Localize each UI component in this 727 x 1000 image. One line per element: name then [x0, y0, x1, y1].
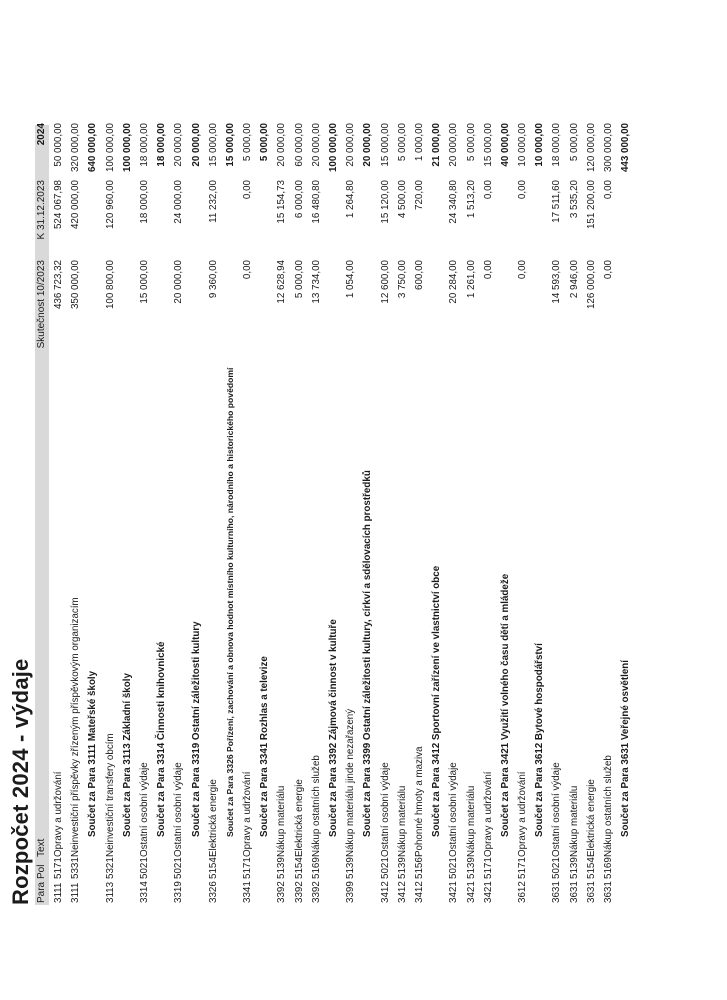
cell-k31: 15 154,73: [276, 180, 288, 224]
cell-pol: 5139: [465, 857, 477, 879]
cell-para: 3392: [293, 881, 305, 903]
row-text: Součet za Para 3399 Ostatní záležitosti kultury, církví a sdělovacích prostředků: [362, 470, 374, 837]
cell-pol: 5171: [242, 857, 254, 879]
subtotal-row: [428, 125, 445, 905]
cell-text: Opravy a udržování: [482, 771, 494, 857]
cell-pol: 5171: [53, 857, 64, 879]
cell-para: 3412: [396, 881, 408, 903]
cell-skutecnost: 0,00: [242, 260, 254, 280]
cell-para: 3111: [53, 882, 64, 903]
cell-2024: 21 000,00: [431, 123, 443, 167]
cell-2024: 20 000,00: [310, 123, 322, 167]
subtotal-row: [531, 125, 548, 905]
budget-sheet: [0, 95, 727, 1000]
cell-para: 3421: [465, 881, 477, 903]
cell-pol: 5139: [276, 857, 288, 879]
cell-skutecnost: 15 000,00: [138, 260, 150, 304]
table-row: [308, 125, 325, 905]
cell-2024: 18 000,00: [156, 123, 168, 167]
cell-para: 3631: [568, 881, 580, 903]
cell-pol: 5171: [517, 857, 529, 879]
header-2024: 2024: [36, 123, 47, 146]
cell-k31: 0,00: [482, 180, 494, 200]
cell-2024: 100 000,00: [328, 123, 339, 173]
table-row: [136, 125, 153, 905]
cell-pol: 5139: [396, 857, 408, 879]
cell-k31: 15 120,00: [379, 180, 391, 224]
cell-skutecnost: 350 000,00: [70, 260, 82, 310]
row-text: Součet za Para 3631 Veřejné osvětlení: [620, 660, 632, 837]
cell-2024: 5 000,00: [259, 123, 271, 162]
cell-k31: 420 000,00: [70, 180, 82, 230]
cell-2024: 5 000,00: [568, 123, 580, 162]
table-body: [50, 125, 634, 905]
cell-k31: 24 000,00: [173, 180, 185, 224]
cell-pol: 5154: [293, 857, 305, 879]
table-row: [50, 125, 67, 905]
cell-2024: 300 000,00: [603, 123, 614, 173]
table-row: [394, 125, 411, 905]
cell-k31: 6 000,00: [293, 180, 305, 219]
cell-k31: 24 340,80: [448, 180, 460, 224]
cell-skutecnost: 0,00: [603, 260, 614, 280]
cell-2024: 15 000,00: [482, 123, 494, 167]
cell-2024: 100 000,00: [121, 123, 133, 173]
subtotal-row: [325, 125, 342, 905]
cell-2024: 640 000,00: [87, 123, 99, 173]
cell-2024: 10 000,00: [534, 123, 546, 167]
cell-skutecnost: 12 628,94: [276, 260, 288, 304]
cell-skutecnost: 100 800,00: [104, 260, 116, 310]
cell-pol: 5021: [551, 857, 563, 879]
cell-2024: 20 000,00: [276, 123, 288, 167]
cell-2024: 5 000,00: [396, 123, 408, 162]
cell-2024: 15 000,00: [224, 123, 236, 167]
subtotal-row: [84, 125, 101, 905]
table-row: [291, 125, 308, 905]
cell-2024: 1 000,00: [413, 123, 425, 162]
cell-pol: 5139: [568, 857, 580, 879]
cell-k31: 18 000,00: [138, 180, 150, 224]
cell-2024: 20 000,00: [345, 123, 357, 167]
row-text: Součet za Para 3326 Pořízení, zachování a obnova hodnot místního kulturního, národního a historického povědomí: [224, 367, 235, 837]
cell-2024: 20 000,00: [173, 123, 185, 167]
row-text: Součet za Para 3319 Ostatní záležitosti kultury: [190, 621, 202, 837]
cell-2024: 100 000,00: [104, 123, 116, 173]
cell-2024: 5 000,00: [465, 123, 477, 162]
cell-para: 3111: [70, 882, 82, 903]
cell-2024: 18 000,00: [551, 123, 563, 167]
cell-2024: 15 000,00: [379, 123, 391, 167]
cell-k31: 524 067,98: [53, 180, 64, 230]
row-text: Součet za Para 3111 Mateřské školy: [87, 670, 99, 837]
cell-2024: 18 000,00: [138, 123, 150, 167]
cell-2024: 40 000,00: [499, 123, 511, 167]
cell-text: Opravy a udržování: [242, 771, 254, 857]
cell-skutecnost: 1 054,00: [345, 260, 357, 299]
cell-k31: 1 513,20: [465, 180, 477, 219]
cell-text: Nákup materiálu: [396, 785, 408, 857]
row-text: Součet za Para 3392 Zájmová činnost v kultuře: [328, 619, 339, 837]
cell-skutecnost: 0,00: [517, 260, 529, 280]
cell-2024: 10 000,00: [517, 123, 529, 167]
cell-text: Ostatní osobní výdaje: [138, 762, 150, 857]
cell-k31: 3 535,20: [568, 180, 580, 219]
cell-pol: 5169: [603, 857, 614, 879]
cell-text: Neinvestiční transfery obcím: [104, 733, 116, 857]
cell-k31: 0,00: [242, 180, 254, 200]
cell-k31: 16 480,80: [310, 180, 322, 224]
cell-text: Opravy a udržování: [53, 771, 64, 857]
cell-text: Opravy a udržování: [517, 771, 529, 857]
cell-k31: 1 264,80: [345, 180, 357, 219]
cell-pol: 5021: [173, 857, 185, 879]
cell-2024: 20 000,00: [190, 123, 202, 167]
cell-text: Ostatní osobní výdaje: [448, 762, 460, 857]
table-row: [514, 125, 531, 905]
cell-skutecnost: 20 000,00: [173, 260, 185, 304]
cell-2024: 20 000,00: [362, 123, 374, 167]
table-row: [583, 125, 600, 905]
cell-text: Nákup materiálu: [568, 785, 580, 857]
table-row: [273, 125, 290, 905]
cell-skutecnost: 2 946,00: [568, 260, 580, 299]
cell-pol: 5154: [585, 857, 597, 879]
cell-k31: 151 200,00: [585, 180, 597, 230]
cell-text: Neinvestiční příspěvky zřízeným příspěvkovým organizacím: [70, 597, 82, 857]
cell-text: Nákup ostatních služeb: [603, 755, 614, 857]
cell-2024: 50 000,00: [53, 123, 64, 167]
cell-text: Elektrická energie: [207, 779, 219, 857]
cell-para: 3319: [173, 881, 185, 903]
cell-skutecnost: 436 723,32: [53, 260, 64, 310]
cell-k31: 11 232,00: [207, 180, 219, 223]
table-row: [600, 125, 617, 905]
cell-2024: 320 000,00: [70, 123, 82, 173]
cell-para: 3421: [448, 881, 460, 903]
row-text: Součet za Para 3341 Rozhlas a televize: [259, 656, 271, 837]
cell-para: 3421: [482, 881, 494, 903]
cell-skutecnost: 9 360,00: [207, 260, 219, 299]
cell-text: Nákup ostatních služeb: [310, 755, 322, 857]
cell-text: Nákup materiálu: [276, 785, 288, 857]
cell-k31: 0,00: [517, 180, 529, 200]
cell-skutecnost: 5 000,00: [293, 260, 305, 299]
subtotal-row: [497, 125, 514, 905]
cell-para: 3113: [104, 881, 116, 903]
table-row: [239, 125, 256, 905]
subtotal-row: [119, 125, 136, 905]
cell-pol: 5021: [448, 857, 460, 879]
cell-k31: 4 500,00: [396, 180, 408, 219]
cell-para: 3631: [603, 881, 614, 903]
table-row: [377, 125, 394, 905]
row-text: Součet za Para 3412 Sportovní zařízení ve vlastnictví obce: [431, 565, 443, 837]
cell-pol: 5021: [138, 857, 150, 879]
subtotal-row: [617, 125, 634, 905]
cell-skutecnost: 12 600,00: [379, 260, 391, 304]
cell-para: 3399: [345, 881, 357, 903]
cell-pol: 5139: [345, 857, 357, 879]
cell-2024: 5 000,00: [242, 123, 254, 162]
cell-para: 3314: [138, 881, 150, 903]
cell-text: Elektrická energie: [585, 779, 597, 857]
header-pol: Pol: [36, 864, 47, 879]
cell-text: Pohonné hmoty a maziva: [413, 746, 425, 857]
cell-k31: 17 511,60: [551, 180, 563, 223]
cell-text: Nákup materiálu jinde nezařazený: [345, 708, 357, 857]
subtotal-row: [256, 125, 273, 905]
header-para: Para: [36, 881, 47, 903]
table-row: [170, 125, 187, 905]
document-title: Rozpočet 2024 - výdaje: [8, 658, 33, 905]
table-row: [566, 125, 583, 905]
cell-pol: 5154: [207, 857, 219, 879]
cell-para: 3392: [310, 881, 322, 903]
cell-skutecnost: 14 593,00: [551, 260, 563, 304]
table-row: [463, 125, 480, 905]
row-text: Součet za Para 3113 Základní školy: [121, 673, 133, 837]
cell-text: Ostatní osobní výdaje: [173, 762, 185, 857]
cell-pol: 5156: [413, 857, 425, 879]
cell-2024: 120 000,00: [585, 123, 597, 173]
cell-skutecnost: 13 734,00: [310, 260, 322, 304]
cell-para: 3326: [207, 881, 219, 903]
cell-2024: 15 000,00: [207, 123, 219, 167]
table-row: [67, 125, 84, 905]
cell-k31: 0,00: [603, 180, 614, 200]
cell-para: 3631: [585, 881, 597, 903]
cell-skutecnost: 0,00: [482, 260, 494, 280]
cell-pol: 5021: [379, 857, 391, 879]
header-text: Text: [36, 838, 47, 857]
cell-para: 3412: [413, 881, 425, 903]
table-row: [205, 125, 222, 905]
cell-text: Ostatní osobní výdaje: [379, 762, 391, 857]
subtotal-row: [153, 125, 170, 905]
table-row: [102, 125, 119, 905]
table-row: [548, 125, 565, 905]
cell-para: 3631: [551, 881, 563, 903]
cell-para: 3412: [379, 881, 391, 903]
row-text: Součet za Para 3421 Využití volného času dětí a mládeže: [499, 573, 511, 837]
cell-skutecnost: 126 000,00: [585, 260, 597, 310]
cell-k31: 120 960,00: [104, 180, 116, 230]
cell-para: 3392: [276, 881, 288, 903]
subtotal-row: [359, 125, 376, 905]
cell-skutecnost: 20 284,00: [448, 260, 460, 304]
cell-k31: 720,00: [413, 180, 425, 210]
cell-2024: 20 000,00: [448, 123, 460, 167]
cell-text: Ostatní osobní výdaje: [551, 762, 563, 857]
table-row: [480, 125, 497, 905]
cell-skutecnost: 600,00: [413, 260, 425, 290]
row-text: Součet za Para 3314 Činnosti knihovnické: [156, 641, 168, 837]
cell-2024: 60 000,00: [293, 123, 305, 167]
table-row: [411, 125, 428, 905]
header-k31: K 31.12.2023: [36, 180, 47, 240]
cell-skutecnost: 3 750,00: [396, 260, 408, 299]
cell-para: 3341: [242, 881, 254, 903]
table-row: [342, 125, 359, 905]
subtotal-row: [188, 125, 205, 905]
cell-pol: 5171: [482, 857, 494, 879]
cell-pol: 5321: [104, 857, 116, 879]
subtotal-row: [222, 125, 239, 905]
header-skutecnost: Skutečnost 10/2023: [36, 260, 47, 349]
row-text: Součet za Para 3612 Bytové hospodářství: [534, 643, 546, 837]
table-row: [445, 125, 462, 905]
cell-text: Nákup materiálu: [465, 785, 477, 857]
cell-para: 3612: [517, 881, 529, 903]
cell-pol: 5331: [70, 857, 82, 879]
cell-pol: 5169: [310, 857, 322, 879]
cell-text: Elektrická energie: [293, 779, 305, 857]
cell-skutecnost: 1 261,00: [465, 260, 477, 299]
cell-2024: 443 000,00: [620, 123, 632, 173]
table-header: [35, 125, 49, 905]
